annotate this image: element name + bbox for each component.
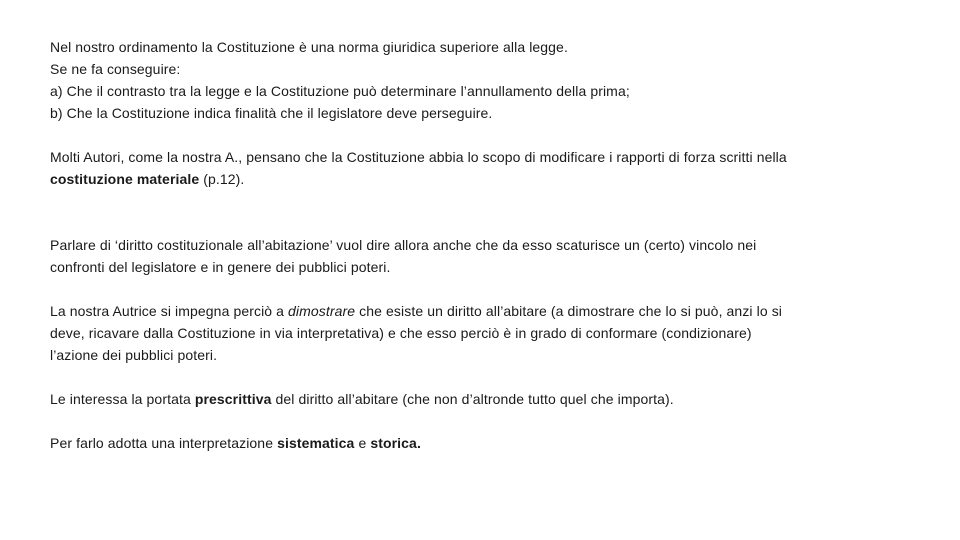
slide-body: [50, 36, 930, 454]
authors-paragraph: [50, 146, 930, 190]
authors-line-2: [50, 168, 930, 190]
method-line: [50, 432, 930, 454]
method-paragraph: [50, 432, 930, 454]
intro-line-1: Nel nostro ordinamento la Costituzione è una norma giuridica superiore alla legge.: [50, 39, 568, 55]
intro-point-a: a) Che il contrasto tra la legge e la Costituzione può determinare l’annullamento della prima;: [50, 83, 630, 99]
intro-point-b: b) Che la Costituzione indica finalità che il legislatore deve perseguire.: [50, 105, 493, 121]
systematic-term: sistematica: [277, 435, 355, 451]
author-aim-suffix: che esiste un diritto all’abitare (a dimostrare che lo si può, anzi lo si: [355, 303, 783, 319]
demonstrate-term: dimostrare: [288, 303, 356, 319]
intro-paragraph: [50, 36, 930, 124]
author-aim-line-1: [50, 300, 930, 322]
housing-right-paragraph: [50, 234, 930, 278]
spacer: [50, 190, 930, 234]
author-aim-line-3: l’azione dei pubblici poteri.: [50, 347, 218, 363]
spacer: [50, 410, 930, 432]
material-constitution-term: costituzione materiale: [50, 171, 200, 187]
author-aim-prefix: La nostra Autrice si impegna perciò a: [50, 303, 289, 319]
historical-term: storica.: [370, 435, 421, 451]
spacer: [50, 124, 930, 146]
method-conjunction: e: [354, 435, 371, 451]
method-prefix: Per farlo adotta una interpretazione: [50, 435, 278, 451]
author-aim-line-2: deve, ricavare dalla Costituzione in via interpretativa) e che esso perciò è in grado di conformare (condizionare): [50, 325, 752, 341]
scope-line: [50, 388, 930, 410]
scope-paragraph: [50, 388, 930, 410]
housing-right-line-2: confronti del legislatore e in genere dei pubblici poteri.: [50, 259, 391, 275]
spacer: [50, 366, 930, 388]
scope-prefix: Le interessa la portata: [50, 391, 195, 407]
author-aim-paragraph: [50, 300, 930, 366]
spacer: [50, 278, 930, 300]
authors-line-1: Molti Autori, come la nostra A., pensano che la Costituzione abbia lo scopo di modificare i rapporti di forza scritti nella: [50, 149, 787, 165]
prescriptive-term: prescrittiva: [194, 391, 272, 407]
scope-suffix: del diritto all’abitare (che non d’altronde tutto quel che importa).: [271, 391, 674, 407]
intro-line-2: Se ne fa conseguire:: [50, 61, 181, 77]
housing-right-line-1: Parlare di ‘diritto costituzionale all’abitazione’ vuol dire allora anche che da esso scaturisce un (certo) vincolo nei: [50, 237, 757, 253]
page-reference: (p.12).: [199, 171, 245, 187]
